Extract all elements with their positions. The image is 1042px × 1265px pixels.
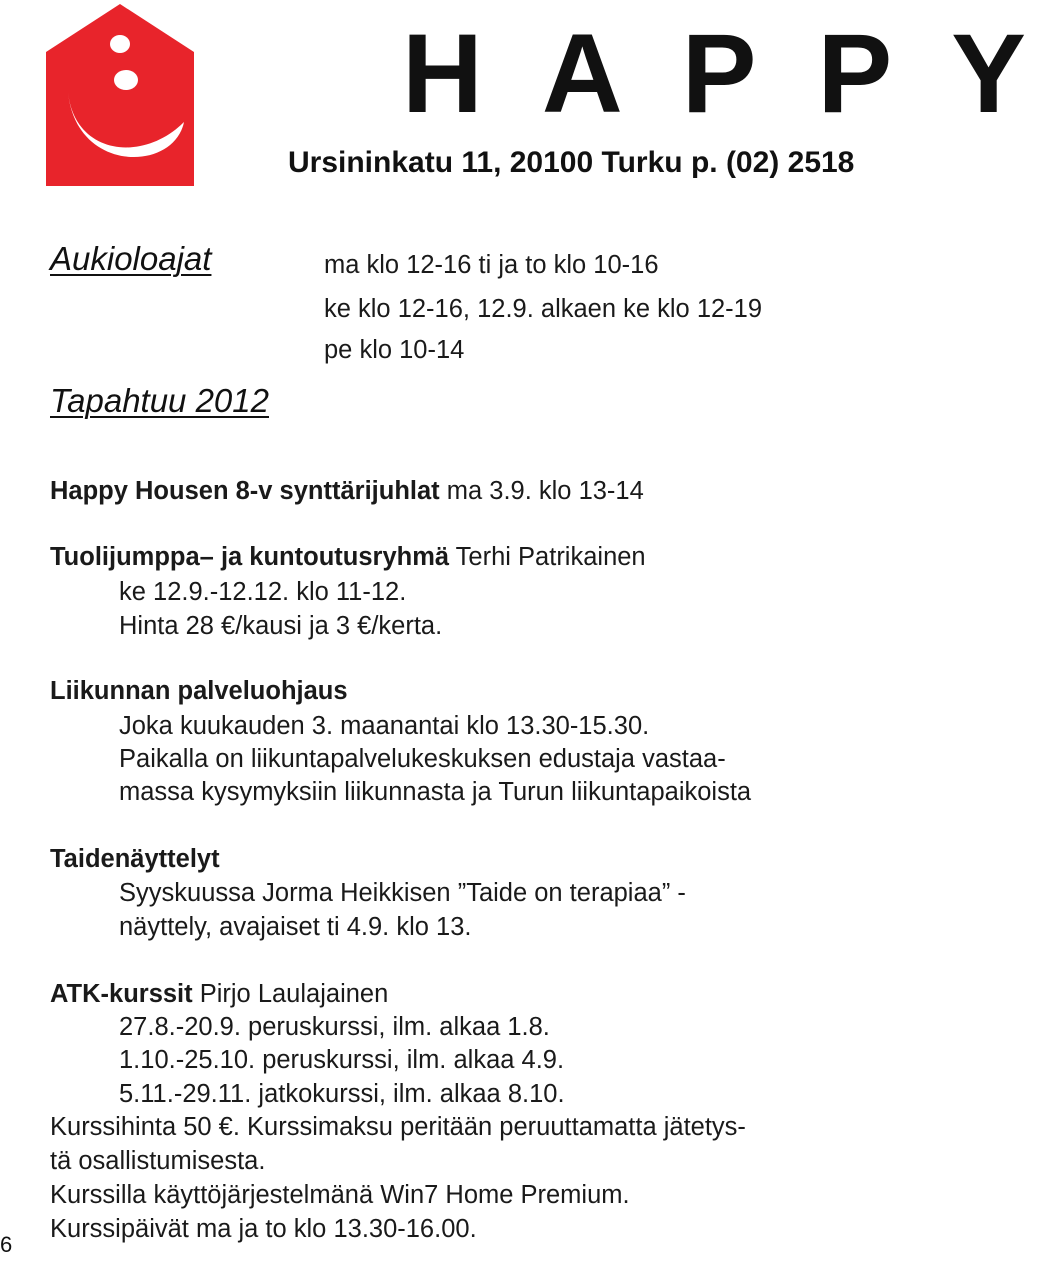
course-note: Kurssilla käyttöjärjestelmänä Win7 Home Premium.	[50, 1181, 630, 1209]
birthday-when: ma 3.9. klo 13-14	[439, 477, 644, 505]
exercise-guidance-line: Joka kuukauden 3. maanantai klo 13.30-15.30.	[119, 712, 650, 740]
birthday-title: Happy Housen 8-v synttärijuhlat	[50, 477, 440, 505]
computer-courses-title: ATK-kurssit	[50, 980, 193, 1008]
art-exhibitions-line: Syyskuussa Jorma Heikkisen ”Taide on terapiaa” -	[119, 879, 686, 907]
computer-courses-event	[50, 977, 388, 1011]
opening-hours-line: ma klo 12-16 ti ja to klo 10-16	[324, 251, 659, 279]
exercise-guidance-line: Paikalla on liikuntapalvelukeskuksen edustaja vastaa-	[119, 745, 726, 773]
chair-gym-leader: Terhi Patrikainen	[449, 543, 646, 571]
birthday-event	[50, 474, 644, 508]
course-note: Kurssipäivät ma ja to klo 13.30-16.00.	[50, 1215, 477, 1243]
computer-courses-teacher: Pirjo Laulajainen	[192, 980, 389, 1008]
page-title: H A P P Y	[402, 11, 1042, 136]
happy-house-logo-icon	[46, 4, 194, 186]
exercise-guidance-title: Liikunnan palveluohjaus	[50, 677, 348, 705]
art-exhibitions-line: näyttely, avajaiset ti 4.9. klo 13.	[119, 913, 472, 941]
chair-gym-line: Hinta 28 €/kausi ja 3 €/kerta.	[119, 612, 443, 640]
events-heading: Tapahtuu 2012	[50, 382, 269, 419]
course-item: 5.11.-29.11. jatkokurssi, ilm. alkaa 8.10.	[119, 1080, 565, 1108]
course-note: tä osallistumisesta.	[50, 1147, 266, 1175]
chair-gym-event	[50, 540, 646, 574]
course-item: 27.8.-20.9. peruskurssi, ilm. alkaa 1.8.	[119, 1013, 550, 1041]
exercise-guidance-line: massa kysymyksiin liikunnasta ja Turun liikuntapaikoista	[119, 778, 752, 806]
opening-hours-heading: Aukioloajat	[50, 240, 212, 277]
art-exhibitions-title: Taidenäyttelyt	[50, 845, 220, 873]
opening-hours-line: pe klo 10-14	[324, 336, 465, 364]
address-line: Ursininkatu 11, 20100 Turku p. (02) 2518	[288, 146, 855, 179]
chair-gym-line: ke 12.9.-12.12. klo 11-12.	[119, 578, 407, 606]
opening-hours-line: ke klo 12-16, 12.9. alkaen ke klo 12-19	[324, 295, 763, 323]
chair-gym-title: Tuolijumppa– ja kuntoutusryhmä	[50, 543, 450, 571]
course-item: 1.10.-25.10. peruskurssi, ilm. alkaa 4.9.	[119, 1046, 565, 1074]
course-note: Kurssihinta 50 €. Kurssimaksu peritään peruuttamatta jätetys-	[50, 1113, 746, 1141]
page-number: 6	[0, 1232, 13, 1257]
